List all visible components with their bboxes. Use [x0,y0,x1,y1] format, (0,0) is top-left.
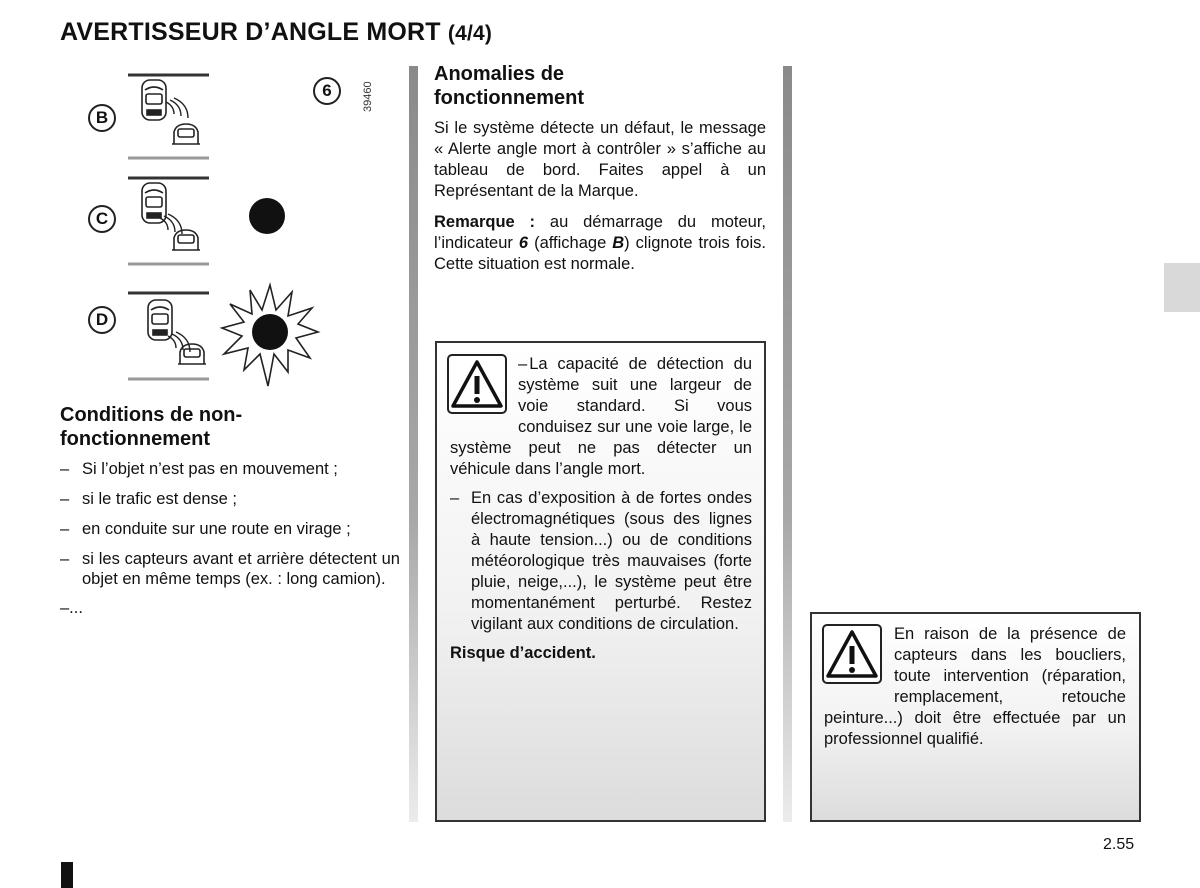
conditions-heading: Conditions de non- fonctionnement [60,404,243,450]
page-title: AVERTISSEUR D’ANGLE MORT (4/4) [60,18,493,46]
figure-code: 39460 [362,81,374,112]
conditions-section [60,403,400,618]
blind-spot-illustration [60,60,400,390]
sensors-warning-text: En raison de la présence de capteurs dans les boucliers, toute intervention (réparation, remplacement, retouche peinture...) doit être effectuée par un professionnel qualifié. [824,625,1126,748]
label-b: B [88,104,116,132]
chapter-tab [1164,263,1200,312]
list-item: – si le trafic est dense ; [60,490,237,508]
remark-paragraph: Remarque : au démarrage du moteur, l’indicateur 6 (affichage B) clignote trois fois. Cette situation est normale. [434,213,766,273]
anomalies-heading: Anomalies de fonctionnement [434,63,584,109]
column-divider [783,66,792,822]
panel-b-diagram [128,75,209,158]
panel-d-diagram [128,285,318,386]
conditions-list [60,459,400,589]
label-d: D [88,306,116,334]
list-item: – Si l’objet n’est pas en mouvement ; [60,460,338,478]
indicator-number: 6 [313,77,341,105]
list-item: – en conduite sur une route en virage ; [60,520,351,538]
column-divider [409,66,418,822]
label-c: C [88,205,116,233]
list-ellipsis: –... [60,599,83,617]
anomalies-section [434,62,766,275]
panel-c-diagram [128,178,285,264]
warning-box-detection [435,341,766,822]
indicator-flashing [252,314,288,350]
list-item: – si les capteurs avant et arrière détectent un objet en même temps (ex. : long camion). [60,550,400,588]
anomalies-paragraph: Si le système détecte un défaut, le message « Alerte angle mort à contrôler » s’affiche au tableau de bord. Faites appel à un Représentant de la Marque. [434,119,766,200]
warning-item: – En cas d’exposition à de fortes ondes électromagnétiques (sous des lignes à haute tension...) ou de conditions météorologique très mauvaises (forte pluie, neige,...), le système peut être momentanément perturbé. Restez vigilant aux conditions de circulation. [450,489,752,633]
page-number: 2.55 [1103,836,1135,853]
warning-item: – La capacité de détection du système suit une largeur de voie standard. Si vous conduisez sur une voie large, le système peut ne pas détecter un véhicule dans l’angle mort. [450,355,752,478]
warning-box-sensors [810,612,1141,822]
risk-label: Risque d’accident. [450,644,596,662]
indicator-on [249,198,285,234]
corner-mark [61,862,73,888]
